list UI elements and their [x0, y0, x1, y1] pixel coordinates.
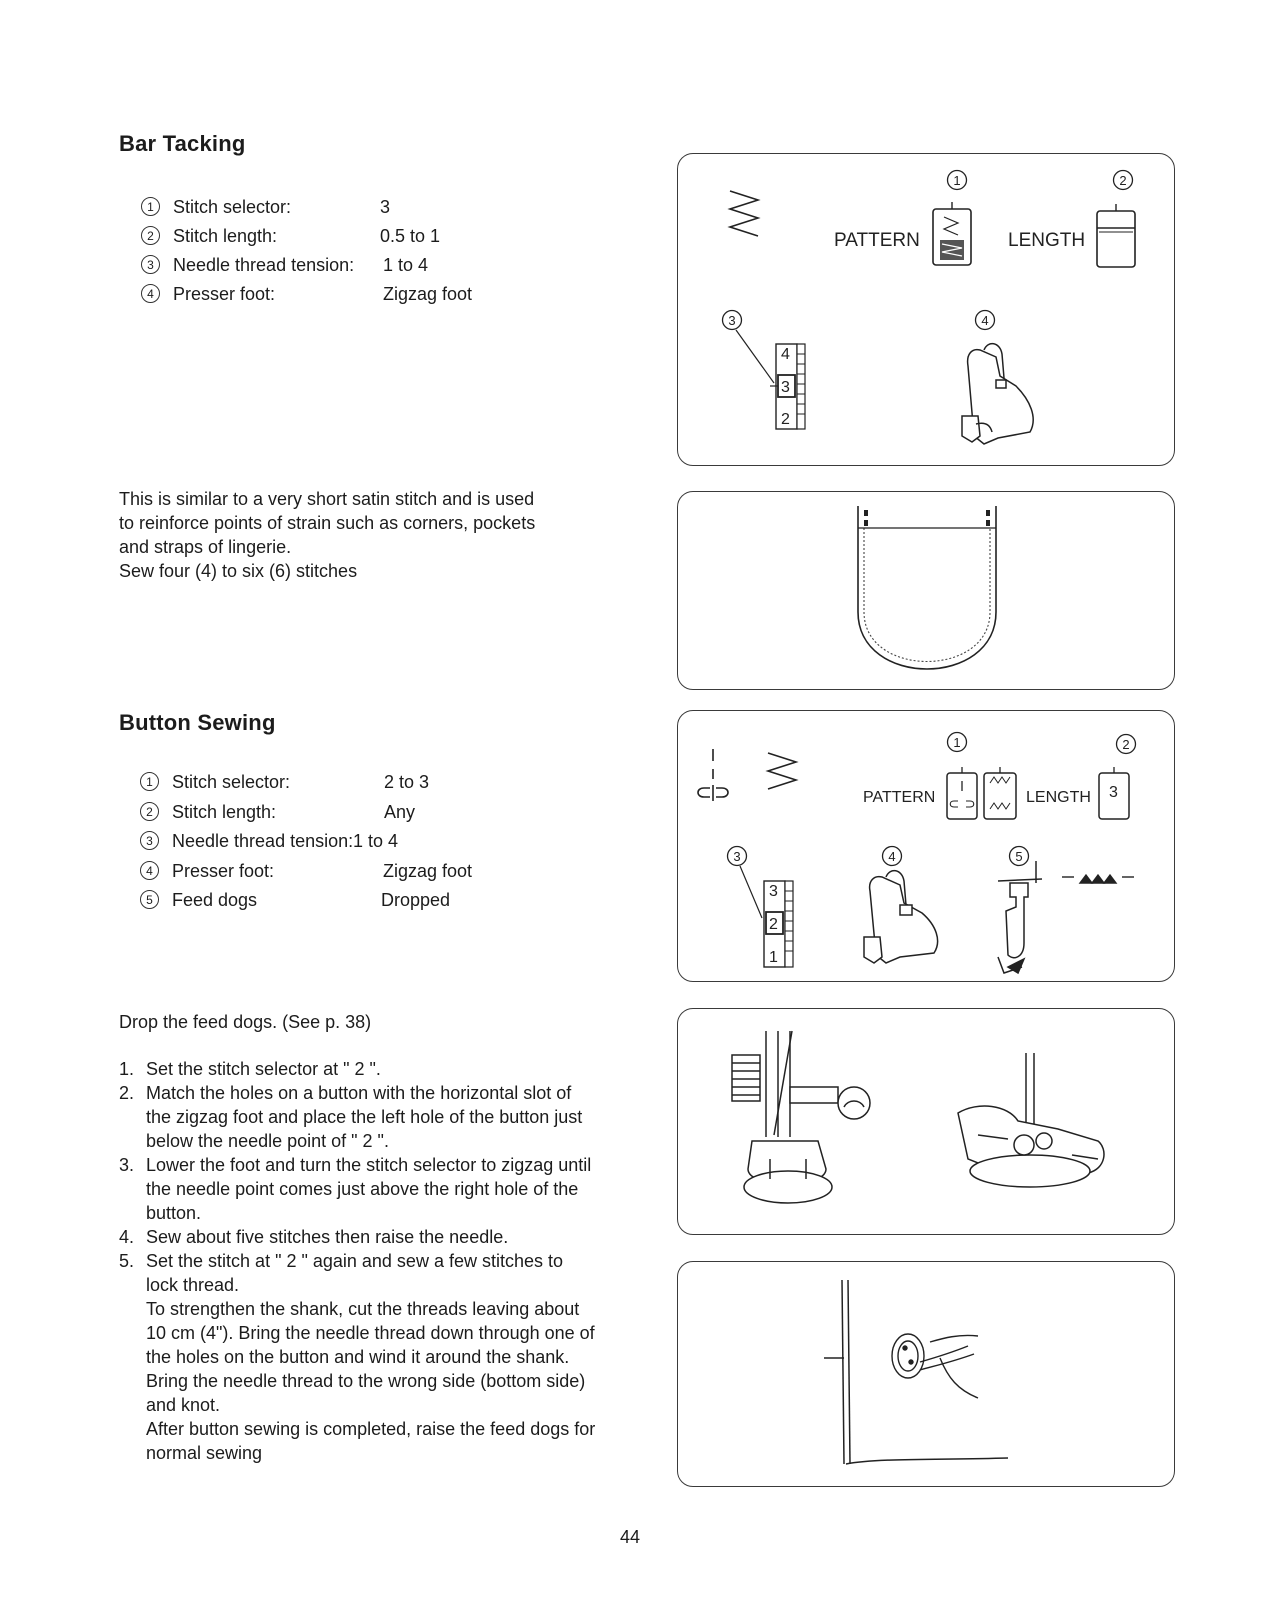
pocket-illustration-panel	[677, 491, 1175, 690]
step-number: 5.	[119, 1251, 135, 1271]
step-item	[119, 1249, 659, 1465]
step-number: 2.	[119, 1083, 135, 1103]
callout-number: 2	[141, 226, 160, 245]
straight-stitch-icon	[698, 749, 728, 801]
step-item	[119, 1225, 659, 1249]
presser-foot-button-icon	[958, 1053, 1104, 1187]
description-line: to reinforce points of strain such as corners, pockets	[119, 513, 536, 533]
bar-tacking-settings-panel	[677, 153, 1175, 466]
description-line: This is similar to a very short satin stitch and is used	[119, 489, 535, 509]
zigzag-stitch-icon	[730, 191, 758, 236]
setting-label: Feed dogs	[172, 890, 258, 910]
step-line: button.	[146, 1203, 202, 1223]
callout-2: 2	[1119, 173, 1127, 188]
zigzag-foot-icon	[864, 871, 938, 963]
setting-label: Needle thread tension:	[172, 831, 354, 851]
step-line: normal sewing	[146, 1443, 263, 1463]
length-value: 3	[1109, 784, 1118, 801]
pattern-dial-icon	[933, 202, 971, 265]
setting-value: Dropped	[381, 890, 451, 910]
button-sewing-settings-panel	[677, 710, 1175, 982]
step-line: lock thread.	[146, 1275, 240, 1295]
callout-4: 4	[888, 849, 896, 864]
feed-dog-lever-icon	[998, 861, 1042, 973]
setting-value: Any	[384, 802, 416, 822]
setting-value: 0.5 to 1	[380, 226, 441, 246]
setting-label: Stitch length:	[173, 226, 278, 246]
button-sewing-intro: Drop the feed dogs. (See p. 38)	[119, 1012, 372, 1032]
description-line: and straps of lingerie.	[119, 537, 292, 557]
tension-value: 3	[769, 883, 778, 900]
step-line: Lower the foot and turn the stitch selector to zigzag until	[146, 1155, 592, 1175]
setting-label: Presser foot:	[173, 284, 276, 304]
callout-3: 3	[733, 849, 741, 864]
step-line: and knot.	[146, 1395, 221, 1415]
setting-label: Stitch selector:	[172, 772, 291, 792]
button-sewing-title: Button Sewing	[119, 710, 276, 735]
callout-2: 2	[1122, 737, 1130, 752]
callout-number: 4	[141, 284, 160, 303]
page-number: 44	[620, 1527, 641, 1547]
tension-dial-icon	[736, 330, 805, 429]
step-item	[119, 1081, 659, 1153]
step-line: 10 cm (4"). Bring the needle thread down through one of	[146, 1323, 595, 1343]
pattern-label: PATTERN	[863, 789, 936, 806]
step-number: 3.	[119, 1155, 135, 1175]
zigzag-foot-icon	[962, 344, 1033, 444]
step-line: Sew about five stitches then raise the needle.	[146, 1227, 509, 1247]
callout-number: 4	[140, 861, 159, 880]
zigzag-stitch-icon	[768, 753, 796, 789]
tension-value: 4	[781, 346, 790, 363]
setting-value: 1 to 4	[383, 255, 429, 275]
length-label: LENGTH	[1026, 789, 1091, 806]
setting-value: Zigzag foot	[383, 284, 473, 304]
tension-value: 1	[769, 949, 778, 966]
length-dial-icon	[1097, 204, 1135, 267]
callout-number: 5	[140, 890, 159, 909]
setting-label: Stitch selector:	[173, 197, 292, 217]
callout-1: 1	[953, 173, 961, 188]
setting-value: 1 to 4	[353, 831, 399, 851]
step-line: Set the stitch at " 2 " again and sew a few stitches to	[146, 1251, 564, 1271]
tension-value: 3	[781, 379, 790, 396]
callout-number: 3	[140, 831, 159, 850]
pattern-label: PATTERN	[834, 230, 920, 251]
button-sewing-machine-panel	[677, 1008, 1175, 1235]
callout-number: 1	[141, 197, 160, 216]
step-line: Match the holes on a button with the horizontal slot of	[146, 1083, 572, 1103]
step-item	[119, 1057, 659, 1081]
button-shank-panel	[677, 1261, 1175, 1487]
callout-number: 1	[140, 772, 159, 791]
step-line: the needle point comes just above the right hole of the	[146, 1179, 579, 1199]
callout-3: 3	[728, 313, 736, 328]
step-number: 4.	[119, 1227, 135, 1247]
step-line: Bring the needle thread to the wrong side (bottom side)	[146, 1371, 586, 1391]
tension-value: 2	[781, 411, 790, 428]
callout-4: 4	[981, 313, 989, 328]
step-line: the holes on the button and wind it around the shank.	[146, 1347, 570, 1367]
tension-dial-icon	[740, 866, 793, 967]
setting-label: Needle thread tension:	[173, 255, 355, 275]
callout-number: 2	[140, 802, 159, 821]
pattern-dial-icon	[947, 767, 1016, 819]
button-sewing-steps	[119, 1057, 659, 1465]
step-line: After button sewing is completed, raise the feed dogs for	[146, 1419, 596, 1439]
callout-5: 5	[1015, 849, 1023, 864]
step-line: To strengthen the shank, cut the threads leaving about	[146, 1299, 580, 1319]
setting-label: Presser foot:	[172, 861, 275, 881]
step-line: below the needle point of " 2 ".	[146, 1131, 389, 1151]
step-number: 1.	[119, 1059, 135, 1079]
feed-dogs-dropped-icon	[1062, 875, 1134, 883]
tension-value: 2	[769, 916, 778, 933]
button-and-thread-icon	[892, 1334, 978, 1398]
needle-bar-front-icon	[732, 1031, 870, 1203]
bar-tacking-title: Bar Tacking	[119, 131, 246, 156]
setting-value: Zigzag foot	[383, 861, 473, 881]
bar-tacking-description	[119, 487, 535, 583]
setting-value: 3	[380, 197, 391, 217]
setting-label: Stitch length:	[172, 802, 277, 822]
step-line: the zigzag foot and place the left hole of the button just	[146, 1107, 583, 1127]
callout-number: 3	[141, 255, 160, 274]
length-label: LENGTH	[1008, 230, 1086, 251]
pocket-icon	[858, 506, 996, 669]
step-line: Set the stitch selector at " 2 ".	[146, 1059, 381, 1079]
callout-1: 1	[953, 735, 961, 750]
description-line: Sew four (4) to six (6) stitches	[119, 561, 358, 581]
setting-value: 2 to 3	[384, 772, 430, 792]
step-item	[119, 1153, 659, 1225]
